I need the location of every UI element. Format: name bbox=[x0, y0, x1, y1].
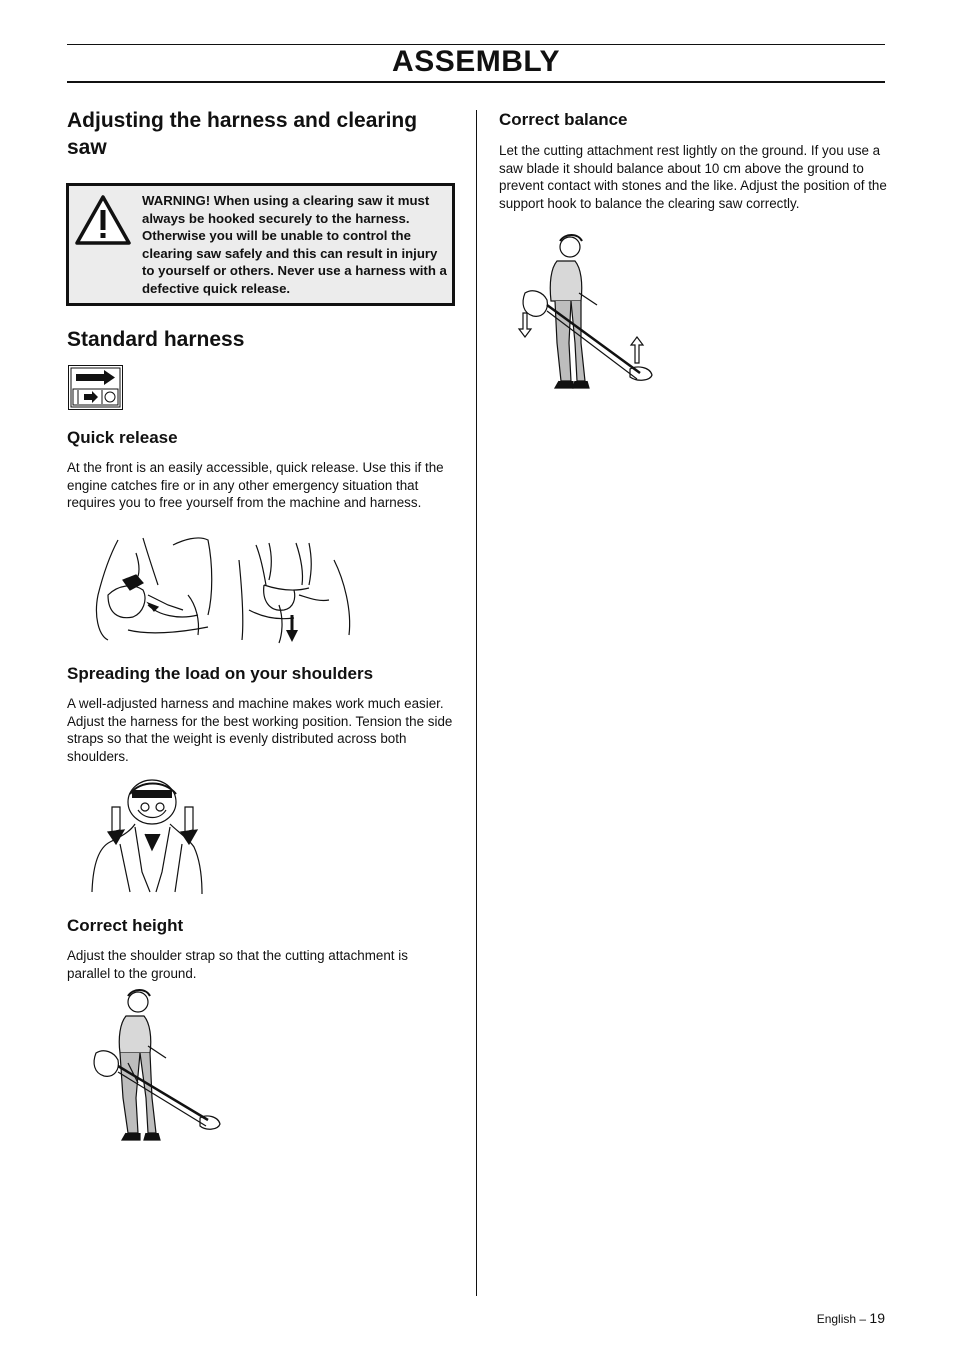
column-divider bbox=[476, 110, 477, 1296]
correct-height-title: Correct height bbox=[67, 916, 184, 935]
page-footer bbox=[817, 1310, 885, 1326]
spreading-load-heading bbox=[67, 663, 373, 685]
section-heading-adjusting bbox=[67, 107, 462, 161]
correct-balance-heading bbox=[499, 109, 628, 131]
warning-triangle-icon bbox=[74, 194, 132, 246]
footer-separator: – bbox=[859, 1312, 867, 1326]
harness-title: Standard harness bbox=[67, 328, 245, 351]
correct-height-illustration bbox=[88, 988, 226, 1146]
warning-text: WARNING! When using a clearing saw it must always be hooked securely to the harness. Otherwise you will be unable to control the clearing saw safely and this can result in injury to yourself or others. Never use a harness with a defective quick release. bbox=[142, 193, 447, 296]
spreading-load-text: A well-adjusted harness and machine makes work much easier. Adjust the harness for the best working position. Tension the side straps so that the weight is evenly distributed across both shoulders. bbox=[67, 696, 453, 764]
correct-height-paragraph bbox=[67, 947, 453, 982]
quick-release-illustration-right bbox=[234, 540, 359, 645]
correct-height-heading bbox=[67, 915, 183, 937]
quick-release-illustration-left bbox=[88, 535, 218, 643]
header-bottom-rule bbox=[67, 81, 885, 83]
standard-harness-heading bbox=[67, 326, 244, 353]
correct-balance-title: Correct balance bbox=[499, 110, 628, 129]
quick-release-text: At the front is an easily accessible, quick release. Use this if the engine catches fire or in any other emergency situation that requires you to free yourself from the machine and harness. bbox=[67, 460, 444, 510]
shoulder-harness-illustration bbox=[90, 772, 205, 897]
spreading-load-title: Spreading the load on your shoulders bbox=[67, 664, 374, 683]
correct-balance-text: Let the cutting attachment rest lightly on the ground. If you use a saw blade it should balance about 10 cm above the ground to prevent contact with stones and the like. Adjust the position of the support hook to balance the clearing saw correctly. bbox=[499, 143, 887, 211]
page-title: ASSEMBLY bbox=[392, 45, 560, 78]
quick-release-heading bbox=[67, 427, 178, 449]
spreading-load-paragraph bbox=[67, 695, 457, 765]
correct-balance-paragraph bbox=[499, 142, 887, 212]
warning-box bbox=[66, 183, 455, 306]
footer-language: English bbox=[816, 1312, 857, 1326]
correct-balance-illustration bbox=[515, 233, 660, 393]
section-title: Adjusting the harness and clearing saw bbox=[67, 109, 418, 159]
quick-release-title: Quick release bbox=[67, 428, 178, 447]
correct-height-text: Adjust the shoulder strap so that the cutting attachment is parallel to the ground. bbox=[67, 948, 408, 981]
reference-arrow-icon bbox=[68, 365, 123, 410]
footer-page-number: 19 bbox=[869, 1310, 885, 1326]
quick-release-paragraph bbox=[67, 459, 453, 512]
